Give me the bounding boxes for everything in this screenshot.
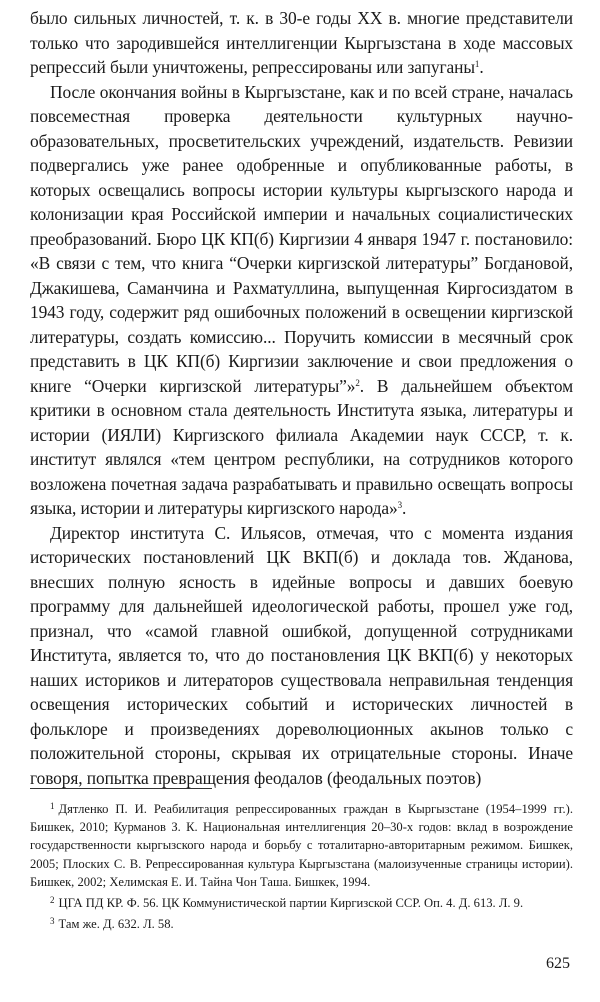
footnote-1: $^1$ Дятленко П. И. Реабилитация репрессированных граждан в Кыргызстане (1954–1999 гг.). Бишкек, 2010; Курманов З. К. Национальная интеллигенция 20–30-х годов: вклад в возрождение государственности кыргызского народа и борьбу с тоталитарно-авторитарным режимом. Бишкек, 2005; Плоских С. В. Репрессированная культура Кыргызстана (малоизученные страницы истории). Бишкек, 2002; Хелимская Е. И. Тайна Чон Таша. Бишкек, 1994.: [30, 801, 573, 889]
paragraph-2: После окончания войны в Кыргызстане, как и по всей стране, началась повсеместная проверка деятельности культурных научно-образовательных, просветительских учреждений, издательств. Ревизии подвергались уже ранее одобренные и опубликованные работы, в которых освещались вопросы истории культуры кыргызского народа и колонизации края Российской империи и начальных социалистических преобразований. Бюро ЦК КП(б) Киргизии 4 января 1947 г. постановило: «В связи с тем, что книга “Очерки киргизской литературы” Богдановой, Джакишева, Саманчина и Рахматуллина, выпущенная Киргосиздатом в 1943 году, содержит ряд ошибочных положений в освещении киргизской литературы, создать комиссию... Поручить комиссии в месячный срок представить в ЦК КП(б) Киргизии заключение и свои предложения о книге “Очерки киргизской литературы”»$^2$. В дальнейшем объектом критики в основном стала деятельность Института языка, литературы и истории (ИЯЛИ) Киргизского филиала Академии наук СССР, т. к. институт являлся «тем центром республики, на сотрудников которого возложена почетная задача разрабатывать и правильно освещать вопросы языка, истории и литературы киргизского народа»$^3$.: [30, 81, 573, 518]
footnote-3: $^3$ Там же. Д. 632. Л. 58.: [50, 916, 174, 932]
footnote-ref-2: 2: [355, 377, 360, 388]
footnote-2: $^2$ ЦГА ПД КР. Ф. 56. ЦК Коммунистической партии Киргизской ССР. Оп. 4. Д. 613. Л. 9.: [50, 895, 524, 911]
footnotes: [30, 797, 573, 933]
footnote-divider: [30, 788, 212, 789]
main-text: [30, 6, 573, 790]
paragraph-1: было сильных личностей, т. к. в 30-е годы XX в. многие представители только что зародившейся интеллигенции Кыргызстана в ходе массовых репрессий были уничтожены, репрессированы или запуганы$^1$.: [30, 8, 573, 77]
page-number: 625: [546, 955, 570, 972]
footnote-ref-3: 3: [397, 500, 402, 510]
footnote-ref-1: 1: [474, 59, 480, 69]
paragraph-3: Директор института С. Ильясов, отмечая, что с момента издания исторических постановлений ЦК ВКП(б) и доклада тов. Жданова, внесших полную ясность в идейные вопросы и давших боевую программу для дальнейшей идеологической работы, прошел уже год, признал, что «самой главной ошибкой, допущенной сотрудниками Института, является то, что до постановления ЦК ВКП(б) у некоторых наших историков и литераторов существовала неправильная тенденция освещения исторических событий и исторических личностей в фольклоре и произведениях дореволюционных акынов только с положительной стороны, скрывая их отрицательные стороны. Иначе говоря, попытка превращения феодалов (феодальных поэтов): [30, 522, 573, 788]
